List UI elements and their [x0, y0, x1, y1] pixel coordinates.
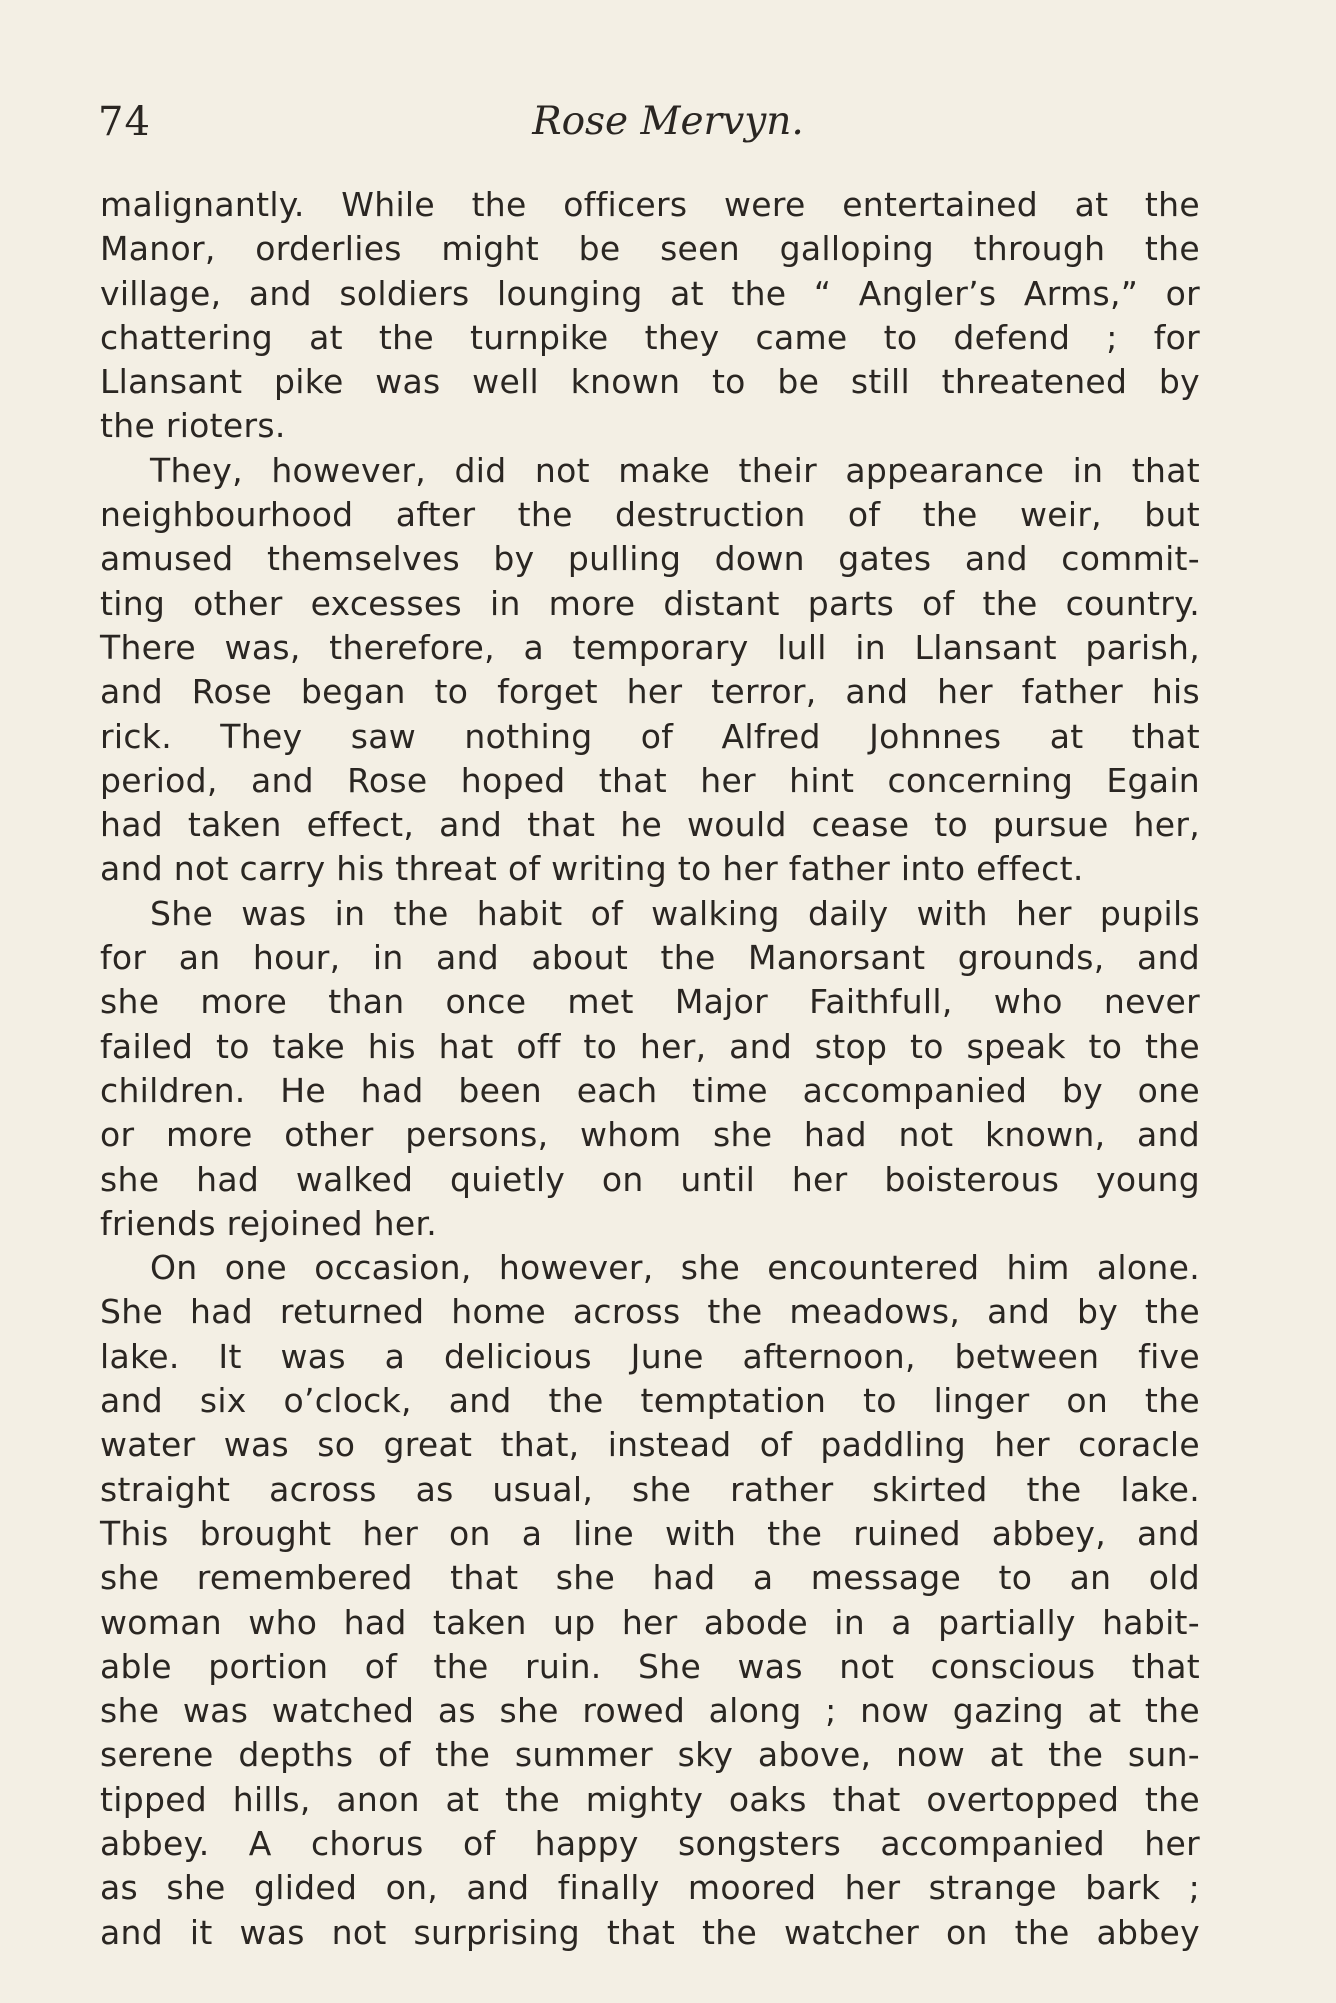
text-line: she had walked quietly on until her boisterous young — [100, 1159, 1200, 1199]
text-line: ting other excesses in more distant parts of the country. — [100, 583, 1200, 623]
text-line: serene depths of the summer sky above, now at the sun- — [100, 1735, 1200, 1775]
text-line: There was, therefore, a temporary lull in Llansant parish, — [100, 627, 1200, 667]
text-line: lake. It was a delicious June afternoon, between five — [100, 1336, 1200, 1376]
running-head — [98, 92, 1198, 152]
text-line: for an hour, in and about the Manorsant grounds, and — [100, 938, 1200, 978]
text-line: she remembered that she had a message to an old — [100, 1558, 1200, 1598]
text-line: failed to take his hat off to her, and stop to speak to the — [100, 1026, 1200, 1066]
text-line: rick. They saw nothing of Alfred Johnnes at that — [100, 716, 1200, 756]
text-line: tipped hills, anon at the mighty oaks that overtopped the — [100, 1779, 1200, 1819]
page-number: 74 — [98, 99, 151, 145]
text-line: village, and soldiers lounging at the “ Angler’s Arms,” or — [100, 273, 1200, 313]
text-line: and Rose began to forget her terror, and her father his — [100, 672, 1200, 712]
text-line: and not carry his threat of writing to her father into effect. — [100, 849, 1084, 889]
text-line: friends rejoined her. — [100, 1203, 438, 1243]
text-line: woman who had taken up her abode in a partially habit- — [100, 1602, 1200, 1642]
text-line: She was in the habit of walking daily with her pupils — [150, 893, 1200, 933]
text-line: period, and Rose hoped that her hint concerning Egain — [100, 760, 1200, 800]
text-line: the rioters. — [100, 406, 286, 446]
text-line: This brought her on a line with the ruined abbey, and — [100, 1513, 1200, 1553]
text-line: and six o’clock, and the temptation to linger on the — [100, 1381, 1200, 1421]
text-line: On one occasion, however, she encountered him alone. — [150, 1248, 1200, 1288]
text-line: abbey. A chorus of happy songsters accompanied her — [100, 1823, 1200, 1863]
text-line: or more other persons, whom she had not known, and — [100, 1115, 1200, 1155]
text-line: had taken effect, and that he would cease to pursue her, — [100, 805, 1200, 845]
running-title: Rose Mervyn. — [532, 99, 804, 144]
text-line: water was so great that, instead of paddling her coracle — [100, 1425, 1200, 1465]
text-line: She had returned home across the meadows, and by the — [100, 1292, 1200, 1332]
text-line: she more than once met Major Faithfull, who never — [100, 982, 1200, 1022]
text-line: children. He had been each time accompanied by one — [100, 1070, 1200, 1110]
text-line: and it was not surprising that the watcher on the abbey — [100, 1912, 1200, 1952]
text-line: straight across as usual, she rather skirted the lake. — [100, 1469, 1200, 1509]
text-line: chattering at the turnpike they came to defend ; for — [100, 317, 1200, 357]
text-line: neighbourhood after the destruction of the weir, but — [100, 495, 1200, 535]
text-line: she was watched as she rowed along ; now gazing at the — [100, 1691, 1200, 1731]
text-line: as she glided on, and finally moored her strange bark ; — [100, 1868, 1200, 1908]
text-line: amused themselves by pulling down gates and commit- — [100, 539, 1200, 579]
text-line: Llansant pike was well known to be still threatened by — [100, 362, 1200, 402]
body-text — [100, 183, 1200, 1955]
text-line: able portion of the ruin. She was not conscious that — [100, 1646, 1200, 1686]
text-line: They, however, did not make their appearance in that — [150, 450, 1200, 490]
text-line: malignantly. While the officers were entertained at the — [100, 185, 1200, 224]
text-line: Manor, orderlies might be seen galloping through the — [100, 229, 1200, 269]
